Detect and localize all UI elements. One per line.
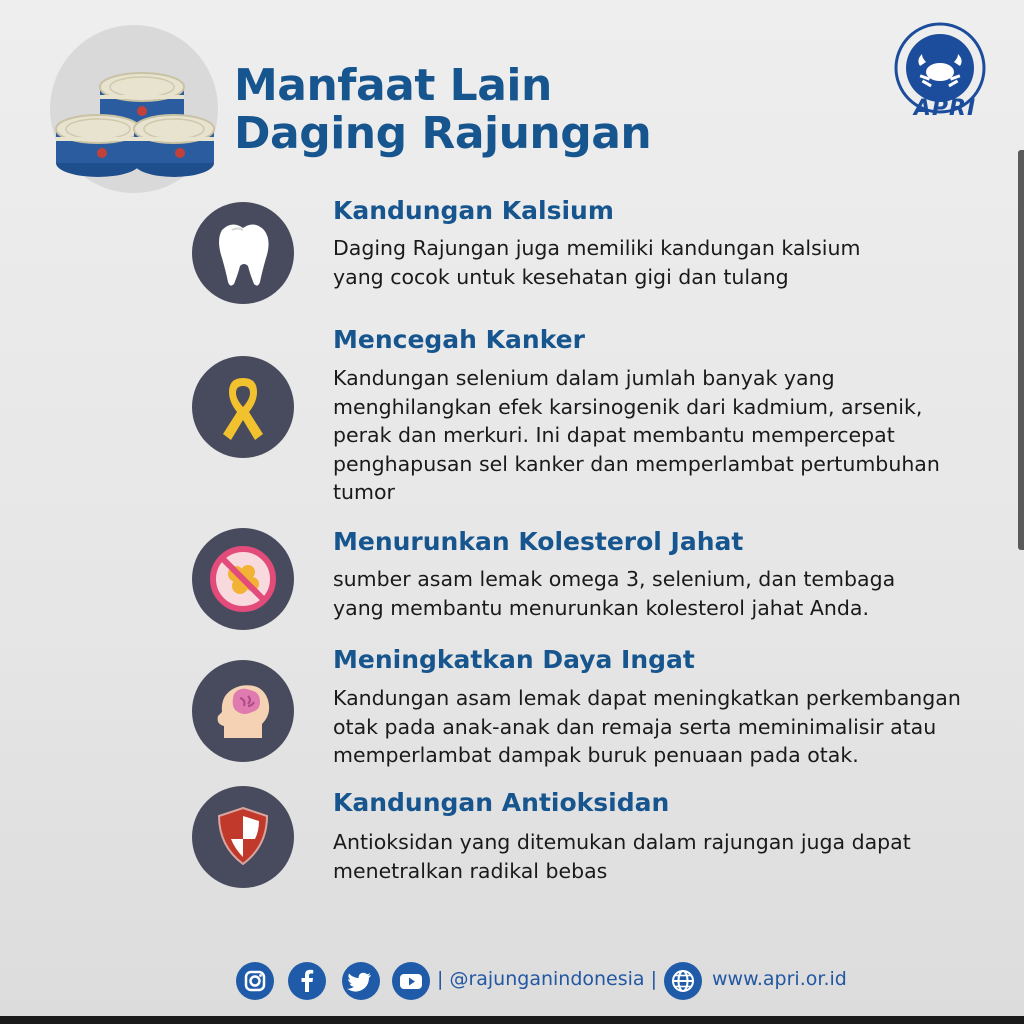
globe-icon[interactable] bbox=[664, 962, 702, 1000]
shield-icon bbox=[192, 786, 294, 888]
logo-text: APRI bbox=[913, 96, 977, 121]
item-body-daya-ingat: Kandungan asam lemak dapat meningkatkan perkembangan otak pada anak-anak dan remaja serta meminimalisir atau memperlambat dampak buruk penuaan pada otak. bbox=[333, 686, 961, 767]
social-handle: | @rajunganindonesia | bbox=[437, 968, 658, 990]
tooth-icon bbox=[192, 202, 294, 304]
title-line-2: Daging Rajungan bbox=[234, 108, 652, 159]
item-body-kanker: Kandungan selenium dalam jumlah banyak yang menghilangkan efek karsinogenik dari kadmium, arsenik, perak dan merkuri. Ini dapat membantu mempercepat penghapusan sel kanker dan memperlambat pertumbuhan tumor bbox=[333, 366, 940, 504]
item-body-kalsium: Daging Rajungan juga memiliki kandungan kalsium yang cocok untuk kesehatan gigi dan tulang bbox=[333, 236, 861, 289]
website-link[interactable]: www.apri.or.id bbox=[712, 968, 847, 990]
brain-head-icon bbox=[192, 660, 294, 762]
item-heading-kanker: Mencegah Kanker bbox=[333, 325, 585, 354]
item-heading-daya-ingat: Meningkatkan Daya Ingat bbox=[333, 645, 695, 674]
crab-cans-illustration bbox=[50, 25, 218, 193]
twitter-icon[interactable] bbox=[342, 962, 380, 1000]
scroll-edge bbox=[1018, 150, 1024, 550]
no-fat-icon bbox=[192, 528, 294, 630]
page-title bbox=[234, 62, 651, 158]
item-heading-antioksidan: Kandungan Antioksidan bbox=[333, 788, 670, 817]
item-heading-kolesterol: Menurunkan Kolesterol Jahat bbox=[333, 527, 744, 556]
item-body-antioksidan: Antioksidan yang ditemukan dalam rajungan juga dapat menetralkan radikal bebas bbox=[333, 830, 911, 883]
facebook-icon[interactable] bbox=[288, 962, 326, 1000]
item-body-kolesterol: sumber asam lemak omega 3, selenium, dan tembaga yang membantu menurunkan kolesterol jahat Anda. bbox=[333, 567, 896, 620]
ribbon-icon bbox=[192, 356, 294, 458]
youtube-icon[interactable] bbox=[392, 962, 430, 1000]
item-heading-kalsium: Kandungan Kalsium bbox=[333, 196, 614, 225]
title-line-1: Manfaat Lain bbox=[234, 60, 552, 111]
bottom-bar bbox=[0, 1016, 1024, 1024]
instagram-icon[interactable] bbox=[236, 962, 274, 1000]
canned-crab-icon bbox=[50, 25, 218, 193]
